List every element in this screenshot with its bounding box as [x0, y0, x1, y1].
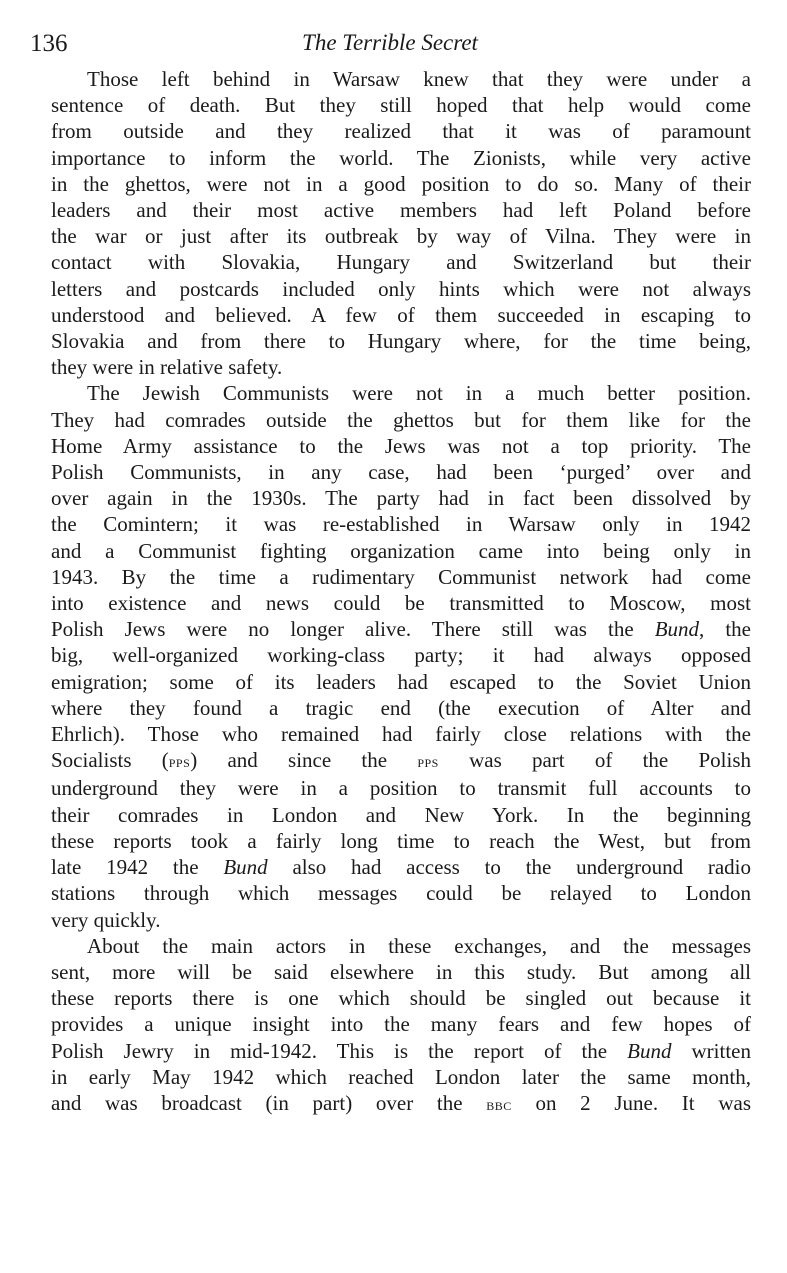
text-line: their comrades in London and New York. In the beginning [51, 802, 751, 827]
text-line: stations through which messages could be relayed to London [51, 881, 751, 906]
text-line: sent, more will be said elsewhere in this study. But among all [51, 959, 751, 984]
text-run: ) and since the [190, 748, 418, 773]
text-line [51, 616, 751, 642]
text-run-italic: Bund [654, 617, 700, 642]
text-line: emigration; some of its leaders had escaped to the Soviet Union [51, 669, 751, 694]
text-line: leaders and their most active members had left Poland before [51, 198, 751, 223]
text-line: underground they were in a position to transmit full accounts to [51, 776, 751, 801]
text-run-small-caps: bbc [486, 1094, 512, 1114]
text-line: letters and postcards included only hints which were not always [51, 276, 751, 301]
paragraph-3 [51, 933, 751, 1118]
text-line: provides a unique insight into the many fears and few hopes of [51, 1012, 751, 1037]
text-line: these reports there is one which should be singled out because it [51, 986, 751, 1011]
text-line: Home Army assistance to the Jews was not a top priority. The [51, 433, 751, 458]
text-line: where they found a tragic end (the execution of Alter and [51, 695, 751, 720]
text-line: over again in the 1930s. The party had in fact been dissolved by [51, 486, 751, 511]
text-line: into existence and news could be transmitted to Moscow, most [51, 591, 751, 616]
text-line [51, 1038, 751, 1064]
text-line: sentence of death. But they still hoped that help would come [51, 93, 751, 118]
text-run: and was broadcast (in part) over the [51, 1090, 487, 1115]
text-run-italic: Bund [223, 855, 268, 880]
text-run: Polish Jews were no longer alive. There still was the [51, 617, 655, 642]
text-run: was part of the Polish [438, 748, 751, 773]
text-line [51, 1090, 751, 1118]
text-run: Socialists ( [51, 748, 169, 773]
text-line: these reports took a fairly long time to reach the West, but from [51, 828, 751, 853]
text-line: the war or just after its outbreak by way of Vilna. They were in [51, 224, 751, 249]
page-header [30, 28, 750, 62]
text-line: big, well-organized working-class party; it had always opposed [51, 643, 751, 668]
text-run: , the [699, 617, 751, 642]
text-line: the Comintern; it was re-established in Warsaw only in 1942 [51, 512, 751, 537]
paragraph-1 [51, 66, 751, 380]
text-line: in early May 1942 which reached London later the same month, [51, 1064, 751, 1089]
running-title: The Terrible Secret [302, 30, 478, 55]
text-run-small-caps: pps [168, 752, 191, 772]
page-number: 136 [30, 30, 68, 57]
text-line: Slovakia and from there to Hungary where, for the time being, [51, 329, 751, 354]
text-run-italic: Bund [627, 1038, 672, 1063]
text-run: Polish Jewry in mid-1942. This is the report of the [51, 1038, 628, 1063]
text-line: and a Communist fighting organization came into being only in [51, 538, 751, 563]
text-run-small-caps: pps [417, 752, 439, 772]
text-line: importance to inform the world. The Zionists, while very active [51, 145, 751, 170]
text-line [51, 854, 751, 880]
body-text [51, 66, 751, 1118]
text-line: from outside and they realized that it was of paramount [51, 119, 751, 144]
text-line: very quickly. [51, 907, 161, 932]
paragraph-2 [51, 380, 751, 932]
text-line [51, 747, 751, 775]
text-line: understood and believed. A few of them succeeded in escaping to [51, 302, 751, 327]
text-run: written [671, 1038, 751, 1063]
text-line: in the ghettos, were not in a good position to do so. Many of their [51, 171, 751, 196]
text-line: Polish Communists, in any case, had been ‘purged’ over and [51, 460, 751, 485]
text-line: Those left behind in Warsaw knew that they were under a [87, 67, 751, 91]
text-run: on 2 June. It was [511, 1090, 751, 1115]
text-line: About the main actors in these exchanges, and the messages [87, 933, 751, 958]
text-line: They had comrades outside the ghettos but for them like for the [51, 407, 751, 432]
text-run: late 1942 the [51, 855, 224, 880]
text-line: Ehrlich). Those who remained had fairly close relations with the [51, 722, 751, 747]
text-line: 1943. By the time a rudimentary Communist network had come [51, 564, 751, 589]
text-line: The Jewish Communists were not in a much better position. [87, 381, 751, 406]
text-line: they were in relative safety. [51, 355, 283, 380]
text-run: also had access to the underground radio [267, 855, 752, 880]
text-line: contact with Slovakia, Hungary and Switzerland but their [51, 250, 751, 275]
